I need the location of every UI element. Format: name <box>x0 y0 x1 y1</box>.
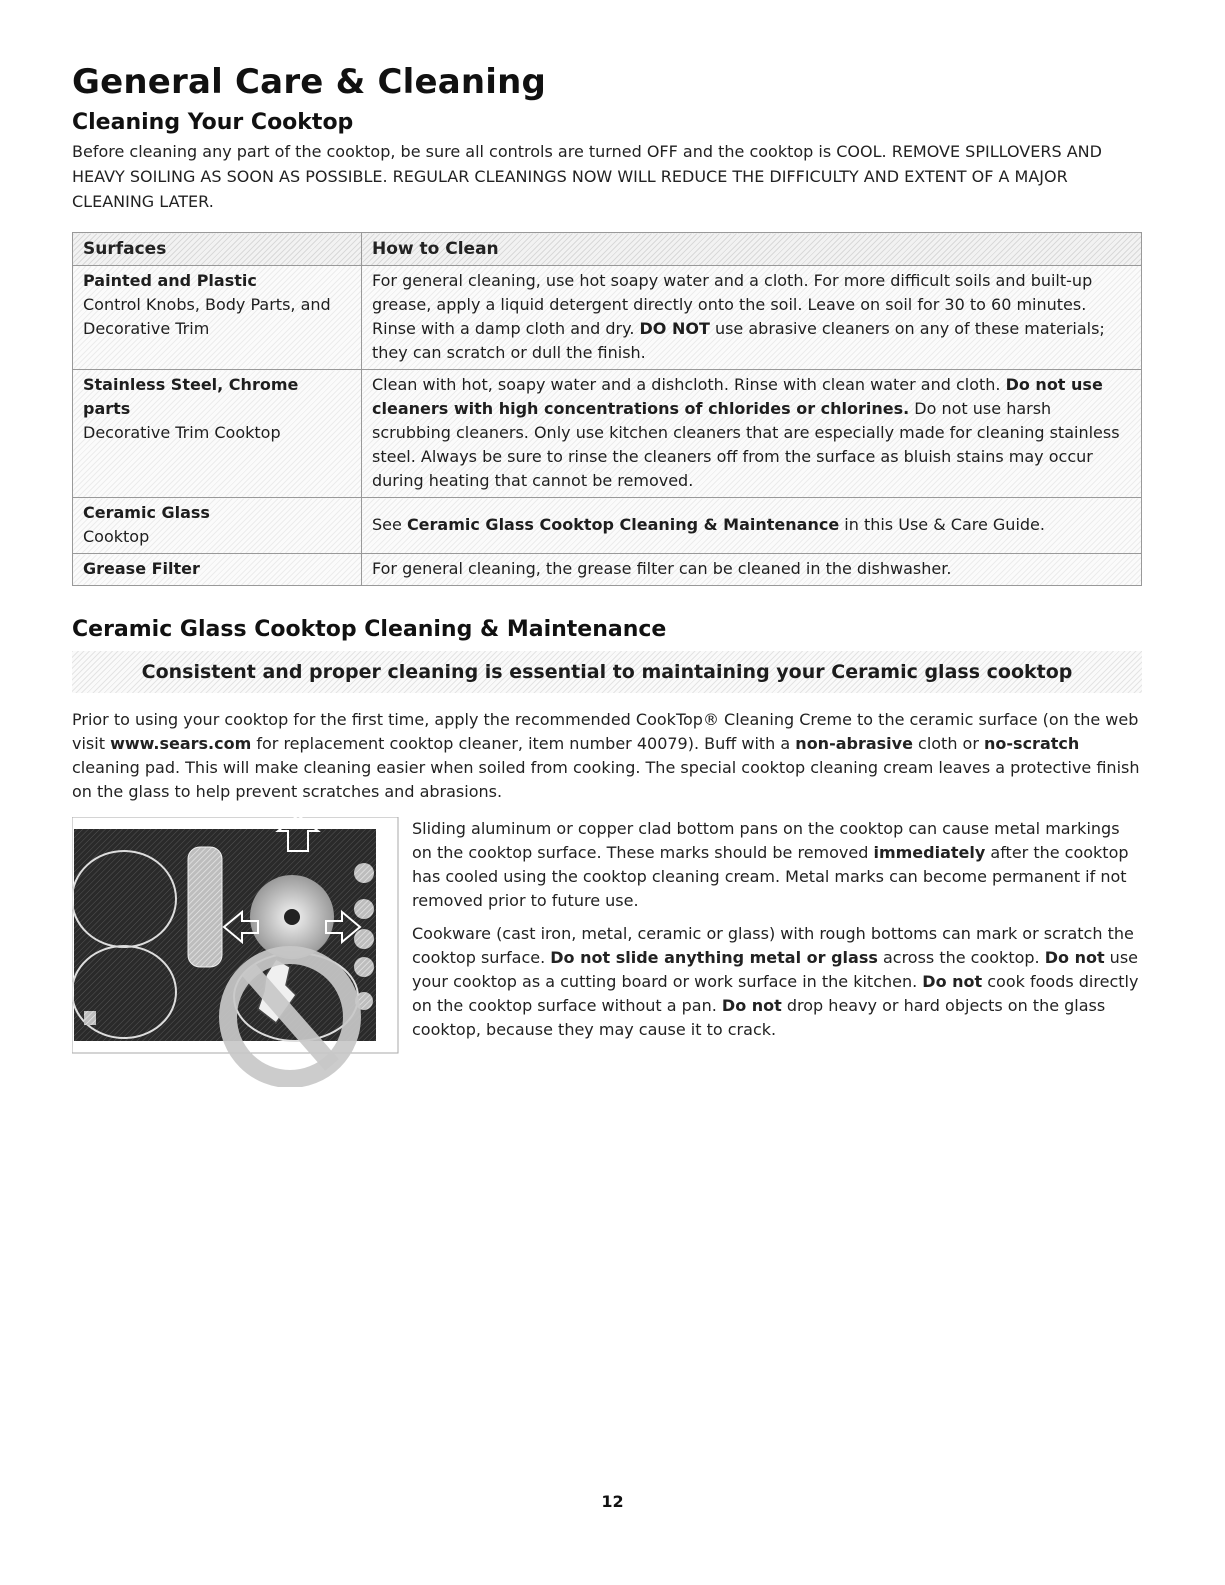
surface-cell <box>73 554 362 586</box>
how-to-clean-cell <box>362 498 1142 554</box>
paragraph-text: use your cooktop as a cutting board or work surface in the kitchen. <box>412 948 1138 991</box>
emphasis-text: Do not <box>922 972 983 991</box>
emphasis-text: no-scratch <box>984 734 1080 753</box>
first-use-paragraph <box>72 708 1147 804</box>
surface-detail: Cooktop <box>83 527 150 546</box>
paragraph-text: Prior to using your cooktop for the first time, apply the recommended CookTop® Cleaning Creme to the ceramic surface (on the web visit <box>72 710 1139 753</box>
instruction-emphasis: DO NOT <box>639 319 710 338</box>
instruction-emphasis: Do not use cleaners with high concentrations of chlorides or chlorines. <box>372 375 1103 418</box>
surface-detail: Control Knobs, Body Parts, and Decorative Trim <box>83 295 331 338</box>
how-to-clean-cell <box>362 266 1142 370</box>
no-sliding-pan-cooktop-icon <box>72 817 400 1087</box>
table-row <box>73 554 1142 586</box>
table-row <box>73 370 1142 498</box>
instruction-emphasis: Ceramic Glass Cooktop Cleaning & Maintenance <box>406 515 840 534</box>
emphasis-text: immediately <box>873 843 986 862</box>
cleaning-table <box>72 232 1142 586</box>
table-header-row <box>73 233 1142 266</box>
instruction-text: For general cleaning, the grease filter can be cleaned in the dishwasher. <box>372 559 952 578</box>
surface-cell <box>73 498 362 554</box>
section-heading-ceramic-glass: Ceramic Glass Cooktop Cleaning & Maintenance <box>72 617 667 642</box>
paragraph-text: Cookware (cast iron, metal, ceramic or glass) with rough bottoms can mark or scratch the cooktop surface. <box>412 924 1134 967</box>
page-number: 12 <box>601 1492 624 1511</box>
surface-name: Ceramic Glass <box>83 503 210 522</box>
instruction-text: For general cleaning, use hot soapy water and a cloth. For more difficult soils and built-up grease, apply a liquid detergent directly onto the soil. Leave on soil for 30 to 60 minutes. Rinse with a damp cloth and dry. <box>372 271 1093 338</box>
paragraph-text: Sliding aluminum or copper clad bottom pans on the cooktop can cause metal markings on the cooktop surface. These marks should be removed <box>412 819 1120 862</box>
instruction-text: in this Use & Care Guide. <box>839 515 1045 534</box>
emphasis-text: Do not <box>721 996 782 1015</box>
column-header-surfaces: Surfaces <box>73 233 362 266</box>
instruction-text: Clean with hot, soapy water and a dishcloth. Rinse with clean water and cloth. <box>372 375 1006 394</box>
page-title: General Care & Cleaning <box>72 62 547 102</box>
tip-banner-text: Consistent and proper cleaning is essential to maintaining your Ceramic glass cooktop <box>141 661 1073 683</box>
cooktop-intro-text: Before cleaning any part of the cooktop, be sure all controls are turned OFF and the cooktop is COOL. REMOVE SPILLOVERS AND HEAVY SOILING AS SOON AS POSSIBLE. REGULAR CLEANINGS NOW WILL REDUCE THE DIFFICULTY AND EXTENT OF A MAJOR CLEANING LATER. <box>72 142 1102 211</box>
surface-name: Stainless Steel, Chrome parts <box>83 375 299 418</box>
metal-markings-paragraph <box>412 817 1144 913</box>
surface-cell <box>73 370 362 498</box>
how-to-clean-cell <box>362 554 1142 586</box>
emphasis-text: Do not <box>1044 948 1105 967</box>
instruction-text: Do not use harsh scrubbing cleaners. Only use kitchen cleaners that are especially made for cleaning stainless steel. Always be sure to rinse the cleaners off from the surface as bluish stains may occur during heating that cannot be removed. <box>372 399 1120 490</box>
instruction-text: See <box>372 515 407 534</box>
cookware-warning-paragraph <box>412 922 1144 1042</box>
section-heading-cleaning-cooktop: Cleaning Your Cooktop <box>72 110 354 135</box>
emphasis-text: Do not slide anything metal or glass <box>550 948 878 967</box>
paragraph-text: cloth or <box>912 734 985 753</box>
surface-detail: Decorative Trim Cooktop <box>83 423 281 442</box>
paragraph-text: across the cooktop. <box>877 948 1045 967</box>
column-header-how-to-clean: How to Clean <box>362 233 1142 266</box>
surface-cell <box>73 266 362 370</box>
how-to-clean-cell <box>362 370 1142 498</box>
website-link-text: www.sears.com <box>110 734 252 753</box>
paragraph-text: after the cooktop has cooled using the cooktop cleaning cream. Metal marks can become permanent if not removed prior to future use. <box>412 843 1129 910</box>
surface-name: Grease Filter <box>83 559 200 578</box>
instruction-text: use abrasive cleaners on any of these materials; they can scratch or dull the finish. <box>372 319 1105 362</box>
table-row <box>73 498 1142 554</box>
tip-banner <box>72 651 1142 693</box>
paragraph-text: cook foods directly on the cooktop surface without a pan. <box>412 972 1139 1015</box>
paragraph-text: cleaning pad. This will make cleaning easier when soiled from cooking. The special cooktop cleaning cream leaves a protective finish on the glass to help prevent scratches and abrasions. <box>72 758 1140 801</box>
table-row <box>73 266 1142 370</box>
paragraph-text: for replacement cooktop cleaner, item number 40079). Buff with a <box>251 734 796 753</box>
paragraph-text: drop heavy or hard objects on the glass cooktop, because they may cause it to crack. <box>412 996 1106 1039</box>
emphasis-text: non-abrasive <box>795 734 913 753</box>
surface-name: Painted and Plastic <box>83 271 257 290</box>
